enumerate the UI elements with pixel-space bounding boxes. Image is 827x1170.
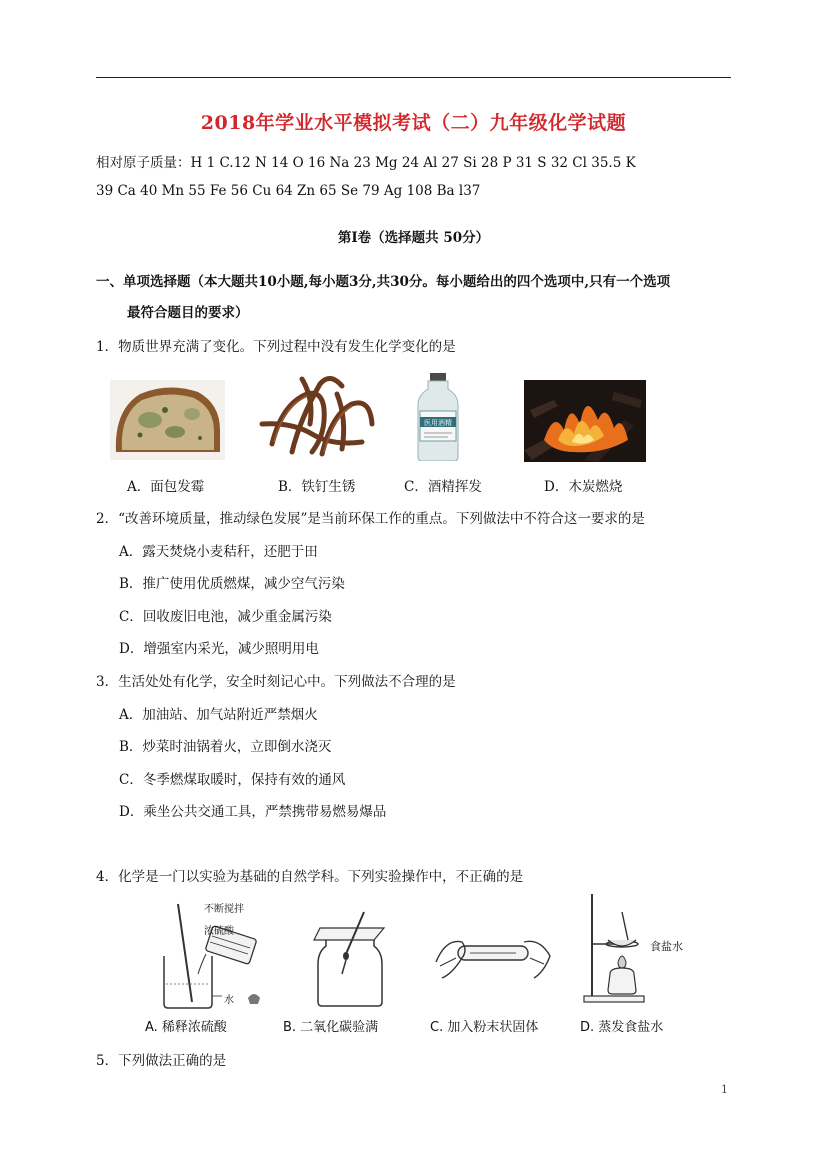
q1-option-c: C．酒精挥发 — [404, 479, 482, 495]
q4-option-c: C. 加入粉末状固体 — [430, 1020, 539, 1035]
q4-option-d: D. 蒸发食盐水 — [580, 1020, 664, 1035]
powder-solid-figure — [432, 928, 554, 988]
q2-option-c: C．回收废旧电池，减少重金属污染 — [119, 609, 332, 625]
page-number: 1 — [721, 1083, 728, 1096]
salt-water-label: 食盐水 — [650, 940, 683, 953]
question-3-stem: 3．生活处处有化学，安全时刻记心中。下列做法不合理的是 — [96, 674, 456, 690]
burning-charcoal-image — [524, 380, 646, 462]
acid-label: 浓硫酸 — [204, 926, 234, 937]
q2-option-a: A．露天焚烧小麦秸秆，还肥于田 — [119, 544, 318, 560]
question-1-stem: 1．物质世界充满了变化。下列过程中没有发生化学变化的是 — [96, 339, 456, 355]
q3-option-b: B．炒菜时油锅着火，立即倒水浇灭 — [119, 739, 332, 755]
q4-option-b: B. 二氧化碳验满 — [283, 1020, 379, 1035]
moldy-bread-image — [110, 380, 225, 460]
question-4-stem: 4．化学是一门以实验为基础的自然学科。下列实验操作中，不正确的是 — [96, 869, 524, 885]
stir-label: 不断搅拌 — [204, 904, 244, 915]
co2-test-figure — [312, 910, 392, 1008]
part1-instructions-line2: 最符合题目的要求） — [127, 305, 249, 321]
bottle-label: 医用酒精 — [424, 419, 452, 427]
q2-option-d: D．增强室内采光，减少照明用电 — [119, 641, 319, 657]
question-5-stem: 5．下列做法正确的是 — [96, 1053, 227, 1069]
water-label: 水 — [224, 995, 234, 1006]
q3-option-a: A．加油站、加气站附近严禁烟火 — [119, 707, 318, 723]
header-rule — [96, 77, 731, 78]
part1-instructions-line1: 一、单项选择题（本大题共10小题,每小题3分,共30分。每小题给出的四个选项中,只有一个选项 — [96, 274, 671, 290]
q1-option-a: A．面包发霉 — [127, 479, 205, 495]
q1-option-d: D．木炭燃烧 — [544, 479, 623, 495]
q2-option-b: B．推广使用优质燃煤，减少空气污染 — [119, 576, 345, 592]
q1-option-b: B．铁钉生锈 — [278, 479, 356, 495]
q3-option-c: C．冬季燃煤取暖时，保持有效的通风 — [119, 772, 346, 788]
alcohol-bottle-image — [414, 373, 462, 461]
exam-title: 2018年学业水平模拟考试（二）九年级化学试题 — [200, 112, 627, 134]
atomic-masses-line1: 相对原子质量：H 1 C.12 N 14 O 16 Na 23 Mg 24 Al 27 Si 28 P 31 S 32 Cl 35.5 K — [96, 155, 636, 171]
q4-option-a: A. 稀释浓硫酸 — [145, 1020, 227, 1035]
rusty-nails-image — [252, 364, 382, 462]
evaporation-figure — [580, 890, 660, 1004]
q3-option-d: D．乘坐公共交通工具，严禁携带易燃易爆品 — [119, 804, 387, 820]
question-2-stem: 2．“改善环境质量，推动绿色发展”是当前环保工作的重点。下列做法中不符合这一要求的是 — [96, 511, 645, 527]
section-heading: 第Ⅰ卷（选择题共 50分） — [337, 230, 490, 246]
atomic-masses-line2: 39 Ca 40 Mn 55 Fe 56 Cu 64 Zn 65 Se 79 Ag 108 Ba l37 — [96, 183, 481, 199]
